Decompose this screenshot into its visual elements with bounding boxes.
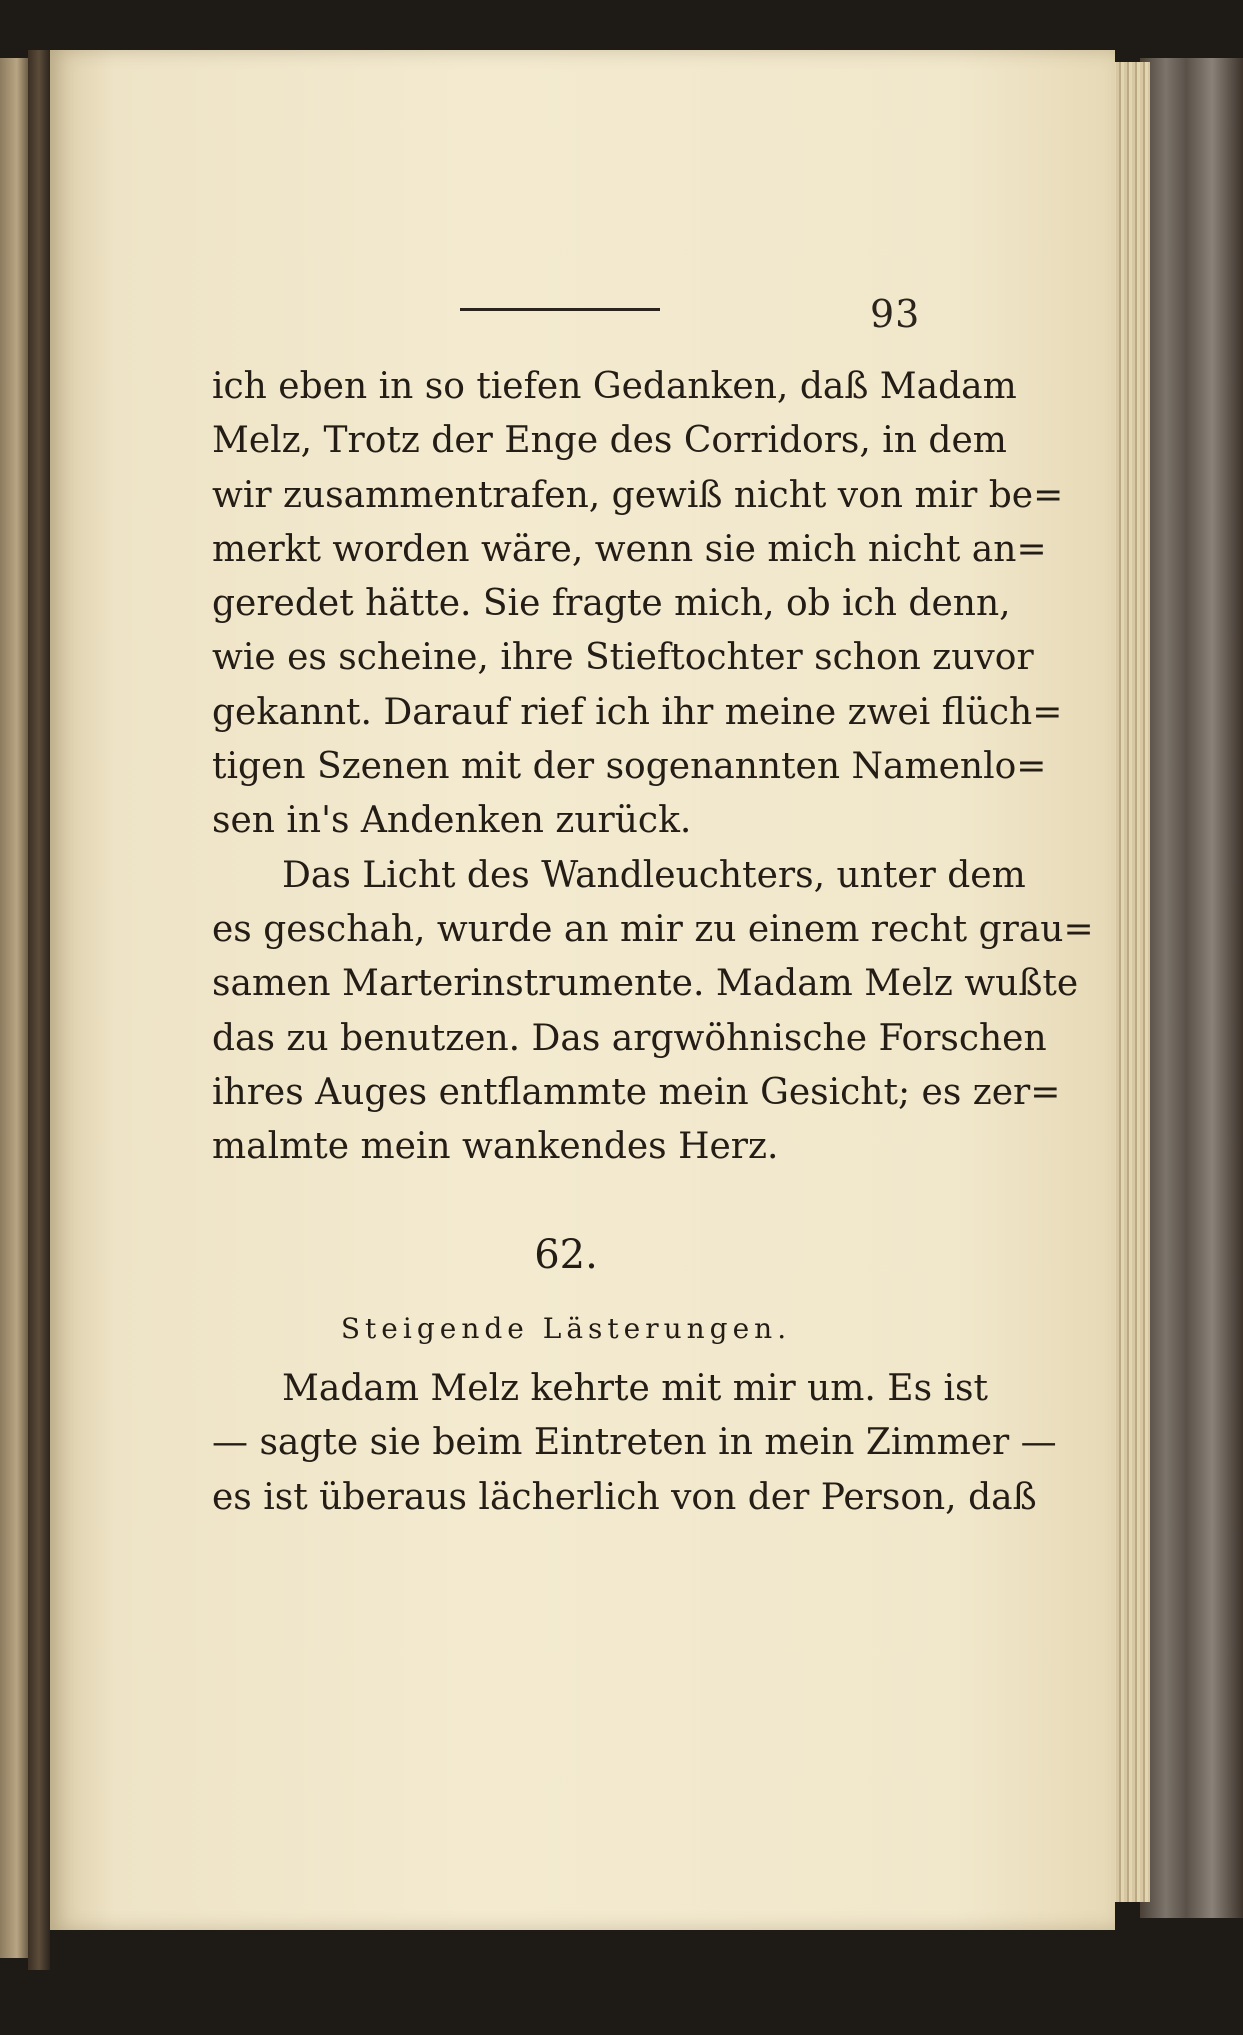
facing-page-edge — [0, 58, 28, 1958]
book-cover-edge — [1140, 58, 1243, 1918]
header-rule — [460, 308, 660, 311]
text-line: ich eben in so tiefen Gedanken, daß Madam — [212, 366, 1017, 407]
text-line: — sagte sie beim Eintreten in mein Zimmer — — [212, 1422, 1057, 1464]
text-line: malmte mein wankendes Herz. — [212, 1126, 779, 1168]
text-line: Das Licht des Wandleuchters, unter dem — [282, 854, 1026, 896]
text-line: tigen Szenen mit der sogenannten Namenlo= — [212, 746, 1047, 788]
text-line: es ist überaus lächerlich von der Person, daß — [212, 1476, 1037, 1518]
text-line: das zu benutzen. Das argwöhnische Forschen — [212, 1017, 1047, 1059]
text-line: gekannt. Darauf rief ich ihr meine zwei flüch= — [212, 691, 1063, 733]
text-line: wir zusammentrafen, gewiß nicht von mir be= — [212, 474, 1064, 516]
section-title: Steigende Lästerungen. — [340, 1312, 792, 1345]
text-line: sen in's Andenken zurück. — [212, 800, 692, 842]
text-line: geredet hätte. Sie fragte mich, ob ich denn, — [212, 583, 1011, 625]
book-gutter — [28, 50, 50, 1970]
section-number: 62. — [534, 1232, 598, 1278]
text-line: merkt worden wäre, wenn sie mich nicht an= — [212, 528, 1047, 570]
page-number: 93 — [870, 292, 921, 336]
paragraph-3 — [212, 1362, 1057, 1525]
text-line: ihres Auges entflammte mein Gesicht; es zer= — [212, 1071, 1061, 1113]
paragraph-1 — [212, 360, 1094, 1174]
text-line: wie es scheine, ihre Stieftochter schon zuvor — [212, 637, 1034, 679]
text-line: es geschah, wurde an mir zu einem recht grau= — [212, 908, 1094, 950]
text-line: Melz, Trotz der Enge des Corridors, in dem — [212, 420, 1007, 462]
text-line: Madam Melz kehrte mit mir um. Es ist — [282, 1368, 988, 1409]
text-line: samen Marterinstrumente. Madam Melz wußte — [212, 963, 1079, 1005]
